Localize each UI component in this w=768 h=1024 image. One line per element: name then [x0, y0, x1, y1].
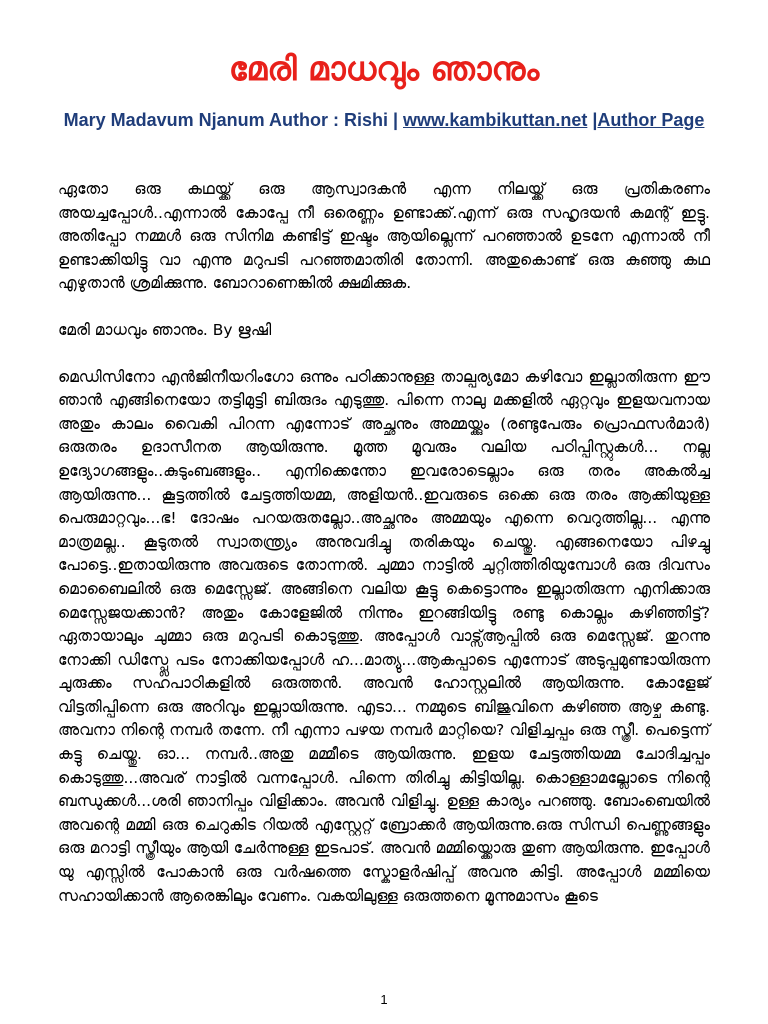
site-link[interactable]: www.kambikuttan.net [403, 110, 588, 130]
story-content [58, 178, 710, 908]
story-heading-line: മേരി മാധവും ഞാനും. By ഋഷി [58, 320, 272, 339]
story-paragraph: മെഡിസിനോ എൻജിനീയറിംഗോ ഒന്നും പഠിക്കാനുള്ള താല്പര്യമോ കഴിവോ ഇല്ലാതിരുന്ന ഈ ഞാൻ എങ്ങിനെയോ തട്ടിമുട്ടി ബിരുദം എടുത്തു. പിന്നെ നാലു മക്കളിൽ ഏറ്റവും ഇളയവനായ അതും കാലം വൈകി പിറന്ന എന്നോട് അച്ഛനും അമ്മയ്ക്കും (രണ്ടുപേരും പ്രൊഫസർമാർ) ഒരുതരം ഉദാസീനത ആയിരുന്നു. മൂത്ത മൂവരും വലിയ പഠിപ്പിസ്റ്റുകൾ... നല്ല ഉദ്യോഗങ്ങളും..കുടുംബങ്ങളും.. എനിക്കെന്തോ ഇവരോടെല്ലാം ഒരു തരം അകൽച്ച ആയിരുന്നു... കൂട്ടത്തിൽ ചേട്ടത്തിയമ്മ, അളിയൻ..ഇവരുടെ ഒക്കെ ഒരു തരം ആക്കിയുള്ള പെരുമാറ്റവും...ഭ! ദോഷം പറയരുതല്ലോ..അച്ഛനും അമ്മയും എന്നെ വെറുത്തില്ല... എന്നു മാത്രമല്ല.. കൂടുതൽ സ്വാതന്ത്ര്യം അനുവദിച്ചു തരികയും ചെയ്തു. എങ്ങനെയോ പിഴച്ചു പോട്ടെ..ഇതായിരുന്നു അവരുടെ തോന്നൽ. ചുമ്മാ നാട്ടിൽ ചുറ്റിത്തിരിയുമ്പോൾ ഒരു ദിവസം മൊബൈലിൽ ഒരു മെസ്സേജ്. അങ്ങിനെ വലിയ കൂട്ടു കെട്ടൊന്നും ഇല്ലാതിരുന്ന എനിക്കാരു മെസ്സേജയക്കാൻ? അതും കോളേജിൽ നിന്നും ഇറങ്ങിയിട്ടു രണ്ടു കൊല്ലം കഴിഞ്ഞിട്ട്? ഏതായാലും ചുമ്മാ ഒരു മറുപടി കൊടുത്തു. അപ്പോൾ വാട്സ്ആപ്പിൽ ഒരു മെസ്സേജ്. തുറന്നു നോക്കി ഡിസ്പ്ലേ പടം നോക്കിയപ്പോൾ ഹ...മാത്യു...ആകപ്പാടെ എന്നോട് അടുപ്പമുണ്ടായിരുന്ന ചുരുക്കം സഹപാഠികളിൽ ഒരുത്തൻ. അവൻ ഹോസ്റ്റലിൽ ആയിരുന്നു. കോളേജ് വിട്ടതിപ്പിന്നെ ഒരു അറിവും ഇല്ലായിരുന്നു. എടാ... നമ്മുടെ ബിജുവിനെ കഴിഞ്ഞ ആഴ്ച കണ്ടു. അവനാ നിന്റെ നമ്പർ തന്നേ. നീ എന്നാ പഴയ നമ്പർ മാറ്റിയെ? വിളിച്ചപ്പം ഒരു സ്ത്രീ. പെട്ടെന്ന് കട്ടു ചെയ്തു. ഓ... നമ്പർ..അതു മമ്മീടെ ആയിരുന്നു. ഇളയ ചേട്ടത്തിയമ്മ ചോദിച്ചപ്പം കൊടുത്തു...അവര് നാട്ടിൽ വന്നപ്പോൾ. പിന്നെ തിരിച്ചു കിട്ടിയില്ല. കൊള്ളാമല്ലോടെ നിന്റെ ബന്ധുക്കൾ...ശരി ഞാനിപ്പം വിളിക്കാം. അവൻ വിളിച്ചു. ഉള്ള കാര്യം പറഞ്ഞു. ബോംബെയിൽ അവന്റെ മമ്മി ഒരു ചെറുകിട റിയൽ എസ്റ്റേറ്റ് ബ്രോക്കർ ആയിരുന്നു.ഒരു സിന്ധി പെണ്ണുങ്ങളും ഒരു മറാട്ടി സ്ത്രീയും ആയി ചേർന്നുള്ള ഇടപാട്. അവൻ മമ്മിയ്ക്കൊരു തുണ ആയിരുന്നു. ഇപ്പോൾ യു എസ്സിൽ പോകാൻ ഒരു വർഷത്തെ സ്കോളർഷിപ്പ് അവനു കിട്ടി. അപ്പോൾ മമ്മിയെ സഹായിക്കാൻ ആരെങ്കിലും വേണം. വകയിലുള്ള ഒരുത്തനെ മൂന്നുമാസം കൂടെ [58, 367, 710, 905]
page-number: 1 [380, 992, 388, 1007]
byline-separator: | [587, 110, 598, 130]
author-page-link[interactable]: Author Page [597, 110, 705, 130]
intro-paragraph: ഏതോ ഒരു കഥയ്ക്ക് ഒരു ആസ്വാദകൻ എന്ന നിലയ്ക്ക് ഒരു പ്രതികരണം അയച്ചപ്പോൾ..എന്നാൽ കോപ്പേ നീ ഒരെണ്ണം ഉണ്ടാക്ക്.എന്ന് ഒരു സഹൃദയൻ കമന്റ് ഇട്ടു. അതിപ്പോ നമ്മൾ ഒരു സിനിമ കണ്ടിട്ട് ഇഷ്ടം ആയില്ലെന്ന് പറഞ്ഞാൽ ഉടനേ എന്നാൽ നീ ഉണ്ടാക്കിയിട്ടു വാ എന്നു മറുപടി പറഞ്ഞമാതിരി തോന്നി. അതുകൊണ്ട് ഒരു കുഞ്ഞു കഥ എഴുതാൻ ശ്രമിക്കുന്നു. ബോറാണെങ്കിൽ ക്ഷമിക്കുക. [58, 180, 710, 293]
story-title: മേരി മാധവും ഞാനും [228, 49, 540, 88]
byline-text: Mary Madavum Njanum Author : Rishi | [63, 110, 403, 130]
byline [0, 110, 768, 131]
